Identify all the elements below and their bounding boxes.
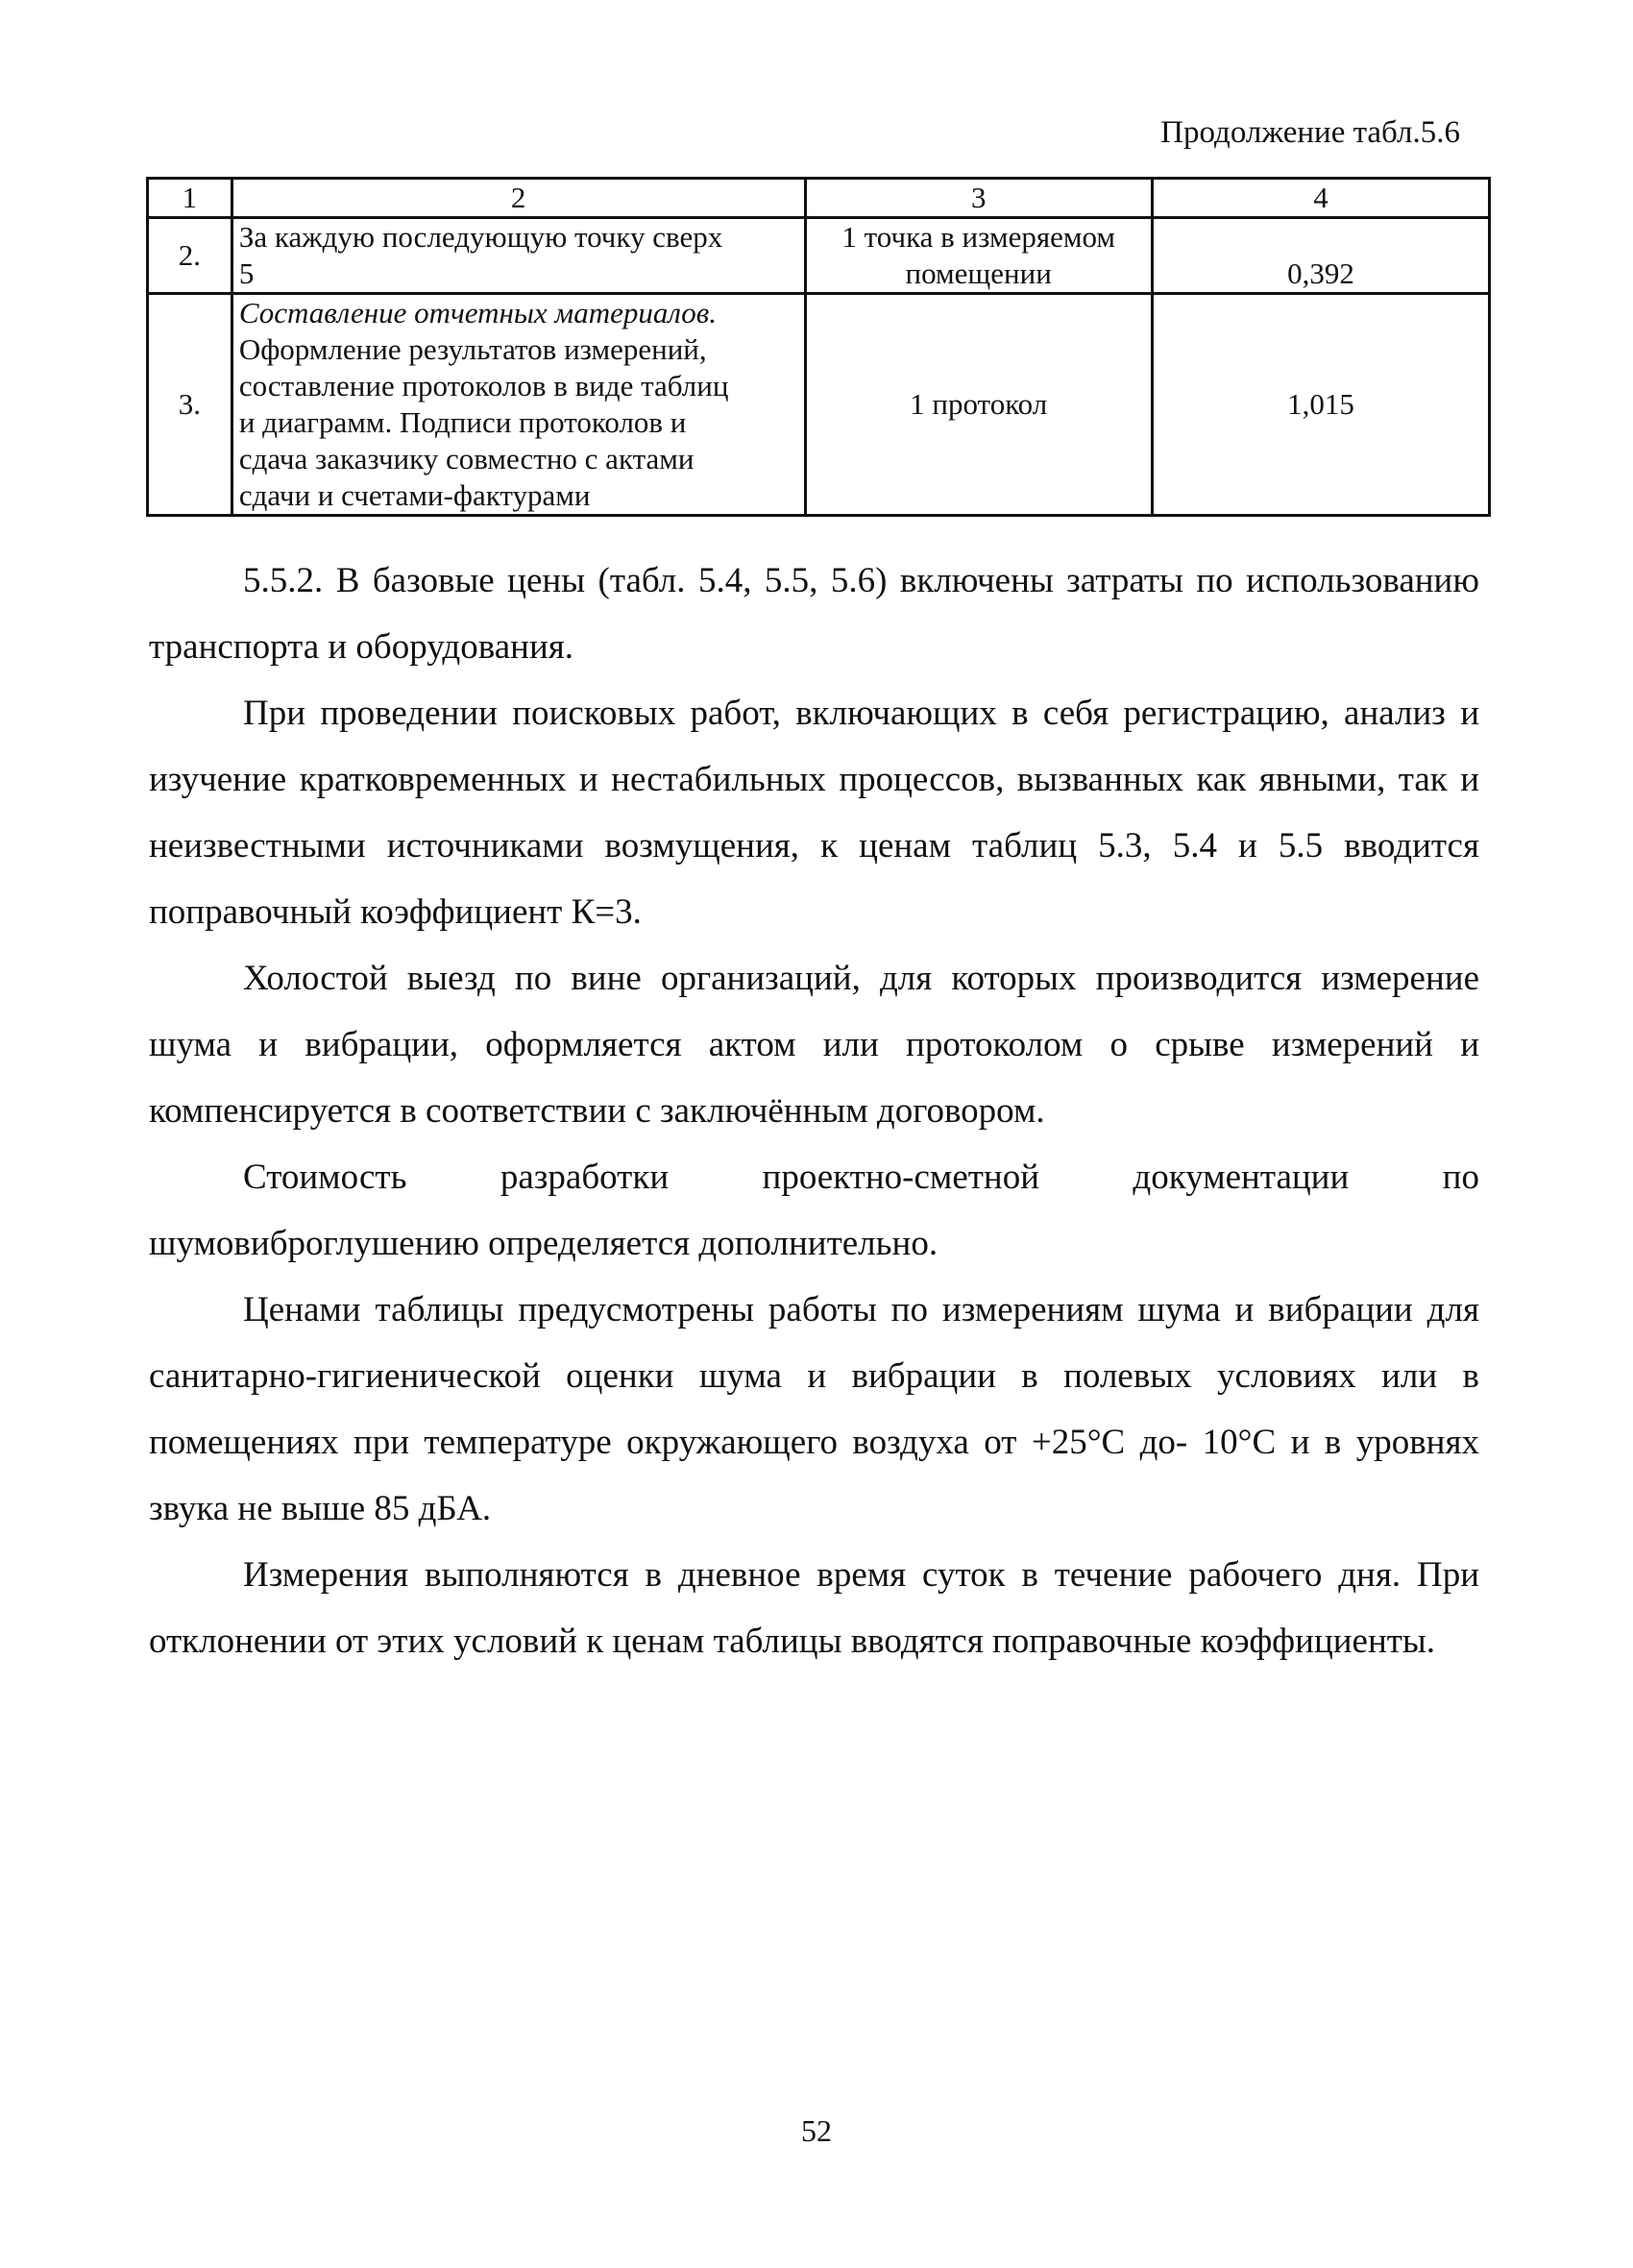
- paragraph: Ценами таблицы предусмотрены работы по измерениям шума и вибрации для санитарно-гигиенической оценки шума и вибрации в полевых условиях или в помещениях при температуре окружающего воздуха от +25°С до- 10°С и в уровнях звука не выше 85 дБА.: [149, 1290, 1479, 1528]
- unit-line: 1 точка в измеряемом: [841, 220, 1115, 254]
- row-number: 3.: [148, 294, 232, 516]
- work-description: [232, 218, 805, 294]
- description-line: сдачи и счетами-фактурами: [238, 478, 591, 512]
- description-line: За каждую последующую точку сверх: [238, 220, 723, 254]
- price-table: [146, 177, 1491, 517]
- table-continuation-caption: Продолжение табл.5.6: [1160, 115, 1460, 150]
- table-header-cell: 3: [805, 179, 1152, 218]
- paragraph: При проведении поисковых работ, включающих в себя регистрацию, анализ и изучение кратковременных и нестабильных процессов, вызванных как явными, так и неизвестными источниками возмущения, к ценам таблиц 5.3, 5.4 и 5.5 вводится поправочный коэффициент К=3.: [149, 694, 1479, 932]
- table-header-cell: 1: [148, 179, 232, 218]
- body-text: [149, 548, 1479, 1674]
- description-line: Оформление результатов измерений,: [238, 332, 707, 366]
- paragraph: 5.5.2. В базовые цены (табл. 5.4, 5.5, 5.6) включены затраты по использованию транспорта и оборудования.: [149, 561, 1479, 667]
- coefficient-value: 1,015: [1152, 294, 1489, 516]
- paragraph: Стоимость разработки проектно-сметной документации по шумовиброглушению определяется дополнительно.: [149, 1158, 1479, 1263]
- row-number: 2.: [148, 218, 232, 294]
- table-header-cell: 2: [232, 179, 805, 218]
- coefficient-value: 0,392: [1152, 218, 1489, 294]
- table-header-row: [148, 179, 1490, 218]
- table-header-cell: 4: [1152, 179, 1489, 218]
- description-line: и диаграмм. Подписи протоколов и: [238, 405, 687, 439]
- unit-of-measure: 1 протокол: [805, 294, 1152, 516]
- unit-of-measure: [805, 218, 1152, 294]
- description-line: сдача заказчику совместно с актами: [238, 442, 695, 476]
- unit-line: помещении: [905, 256, 1052, 290]
- table-row: [148, 218, 1490, 294]
- work-description: [232, 294, 805, 516]
- description-line: 5: [238, 256, 255, 290]
- paragraph: Измерения выполняются в дневное время суток в течение рабочего дня. При отклонении от этих условий к ценам таблицы вводятся поправочные коэффициенты.: [149, 1555, 1479, 1661]
- description-line: составление протоколов в виде таблиц: [238, 369, 729, 402]
- table-row: [148, 294, 1490, 516]
- paragraph: Холостой выезд по вине организаций, для которых производится измерение шума и вибрации, оформляется актом или протоколом о срыве измерений и компенсируется в соответствии с заключённым договором.: [149, 959, 1479, 1131]
- description-title: Составление отчетных материалов.: [238, 296, 717, 329]
- page-number: 52: [801, 2113, 832, 2148]
